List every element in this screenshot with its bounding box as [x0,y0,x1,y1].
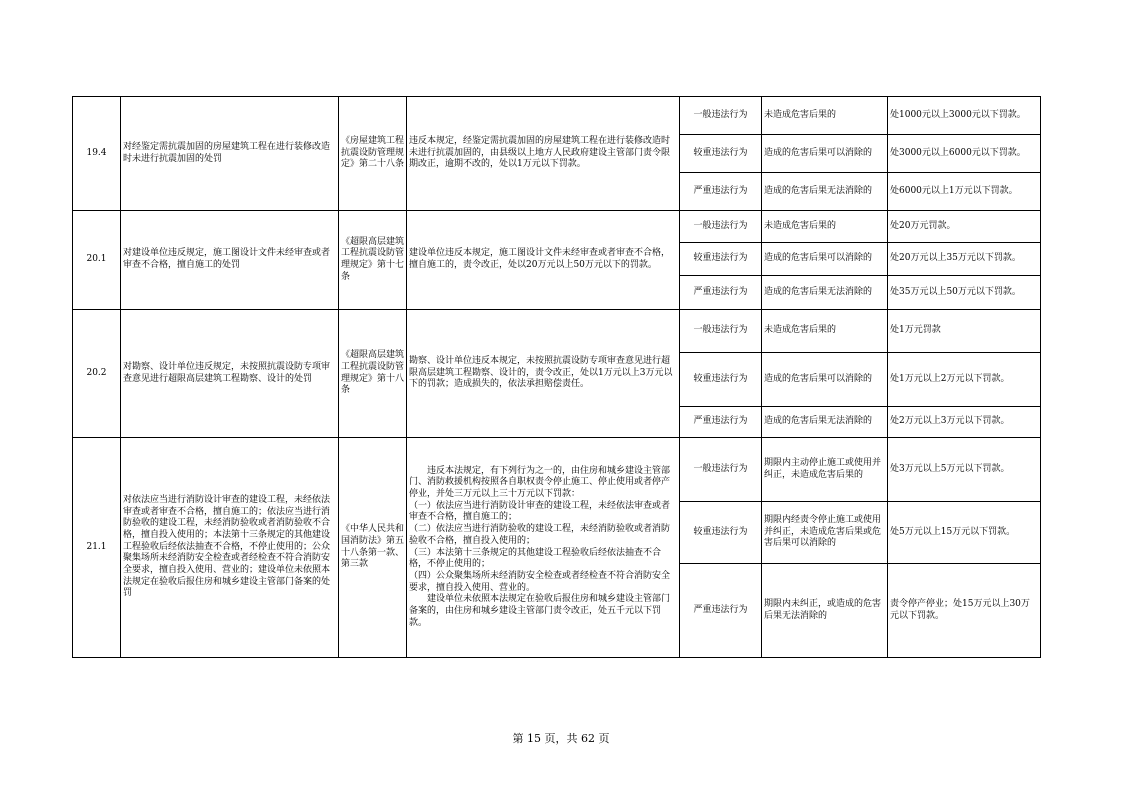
circumstance: 未造成危害后果的 [762,310,888,353]
circumstance: 期限内经责令停止施工或使用并纠正，未造成危害后果或危害后果可以消除的 [762,502,888,564]
penalty: 处1万元罚款 [888,310,1041,353]
provision-text: 违反本规定，经鉴定需抗震加固的房屋建筑工程在进行装修改造时未进行抗震加固的，由县级以上地方人民政府建设主管部门责令限期改正，逾期不改的，处以1万元以下罚款。 [407,97,680,211]
item-number: 20.1 [73,211,121,310]
penalty: 处3万元以上5万元以下罚款。 [888,438,1041,502]
penalty: 处1万元以上2万元以下罚款。 [888,353,1041,407]
penalty-table [72,96,1041,658]
legal-basis: 《房屋建筑工程抗震设防管理规定》第二十八条 [339,97,407,211]
table-row [73,438,1041,502]
violation-level: 较重违法行为 [680,135,762,173]
violation-level: 严重违法行为 [680,173,762,211]
penalty: 责令停产停业；处15万元以上30万元以下罚款。 [888,564,1041,658]
table-row [73,211,1041,243]
penalty: 处35万元以上50万元以下罚款。 [888,276,1041,310]
item-number: 21.1 [73,438,121,658]
legal-basis: 《超限高层建筑工程抗震设防管理规定》第十七条 [339,211,407,310]
violation-level: 严重违法行为 [680,407,762,438]
penalty: 处2万元以上3万元以下罚款。 [888,407,1041,438]
penalty: 处20万元罚款。 [888,211,1041,243]
provision-text: 勘察、设计单位违反本规定，未按照抗震设防专项审查意见进行超限高层建筑工程勘察、设计的，责令改正，处以1万元以上3万元以下的罚款；造成损失的，依法承担赔偿责任。 [407,310,680,438]
circumstance: 造成的危害后果无法消除的 [762,173,888,211]
violation-level: 严重违法行为 [680,564,762,658]
provision-text: 违反本法规定，有下列行为之一的，由住房和城乡建设主管部门、消防救援机构按照各自职权责令停止施工、停止使用或者停产停业，并处三万元以上三十万元以下罚款： （一）依法应当进行消防设计审查的建设工程，未经依法审查或者审查不合格，擅自施工的； （二）依法应当进行消防验收的建设工程，未经消防验收或者消防验收不合格，擅自投入使用的； （三）本法第十三条规定的其他建设工程验收后经依法抽查不合格，不停止使用的； （四）公众聚集场所未经消防安全检查或者经检查不符合消防安全要求，擅自投入使用、营业的。 建设单位未依照本法规定在验收后报住房和城乡建设主管部门备案的，由住房和城乡建设主管部门责令改正，处五千元以下罚款。 [407,438,680,658]
penalty: 处6000元以上1万元以下罚款。 [888,173,1041,211]
penalty: 处3000元以上6000元以下罚款。 [888,135,1041,173]
circumstance: 造成的危害后果无法消除的 [762,276,888,310]
penalty: 处20万元以上35万元以下罚款。 [888,243,1041,276]
item-number: 19.4 [73,97,121,211]
table-row [73,97,1041,135]
circumstance: 期限内未纠正，或造成的危害后果无法消除的 [762,564,888,658]
circumstance: 未造成危害后果的 [762,97,888,135]
item-name: 对依法应当进行消防设计审查的建设工程，未经依法审查或者审查不合格，擅自施工的；依法应当进行消防验收的建设工程，未经消防验收或者消防验收不合格，擅自投入使用的；本法第十三条规定的其他建设工程验收后经依法抽查不合格，不停止使用的；公众聚集场所未经消防安全检查或者经检查不符合消防安全要求，擅自投入使用、营业的；建设单位未依照本法规定在验收后报住房和城乡建设主管部门备案的处罚 [121,438,339,658]
circumstance: 造成的危害后果无法消除的 [762,407,888,438]
item-name: 对勘察、设计单位违反规定，未按照抗震设防专项审查意见进行超限高层建筑工程勘察、设计的处罚 [121,310,339,438]
violation-level: 较重违法行为 [680,502,762,564]
circumstance: 造成的危害后果可以消除的 [762,353,888,407]
circumstance: 期限内主动停止施工或使用并纠正，未造成危害后果的 [762,438,888,502]
violation-level: 严重违法行为 [680,276,762,310]
penalty: 处1000元以上3000元以下罚款。 [888,97,1041,135]
violation-level: 较重违法行为 [680,243,762,276]
provision-text: 建设单位违反本规定，施工图设计文件未经审查或者审查不合格，擅自施工的，责令改正，处以20万元以上50万元以下的罚款。 [407,211,680,310]
circumstance: 未造成危害后果的 [762,211,888,243]
item-name: 对经鉴定需抗震加固的房屋建筑工程在进行装修改造时未进行抗震加固的处罚 [121,97,339,211]
legal-basis: 《超限高层建筑工程抗震设防管理规定》第十八条 [339,310,407,438]
circumstance: 造成的危害后果可以消除的 [762,135,888,173]
penalty: 处5万元以上15万元以下罚款。 [888,502,1041,564]
page-number: 第 15 页，共 62 页 [512,732,610,745]
violation-level: 一般违法行为 [680,211,762,243]
item-number: 20.2 [73,310,121,438]
violation-level: 一般违法行为 [680,97,762,135]
violation-level: 一般违法行为 [680,310,762,353]
violation-level: 一般违法行为 [680,438,762,502]
table-row [73,310,1041,353]
circumstance: 造成的危害后果可以消除的 [762,243,888,276]
legal-basis: 《中华人民共和国消防法》第五十八条第一款、第三款 [339,438,407,658]
item-name: 对建设单位违反规定，施工图设计文件未经审查或者审查不合格，擅自施工的处罚 [121,211,339,310]
violation-level: 较重违法行为 [680,353,762,407]
